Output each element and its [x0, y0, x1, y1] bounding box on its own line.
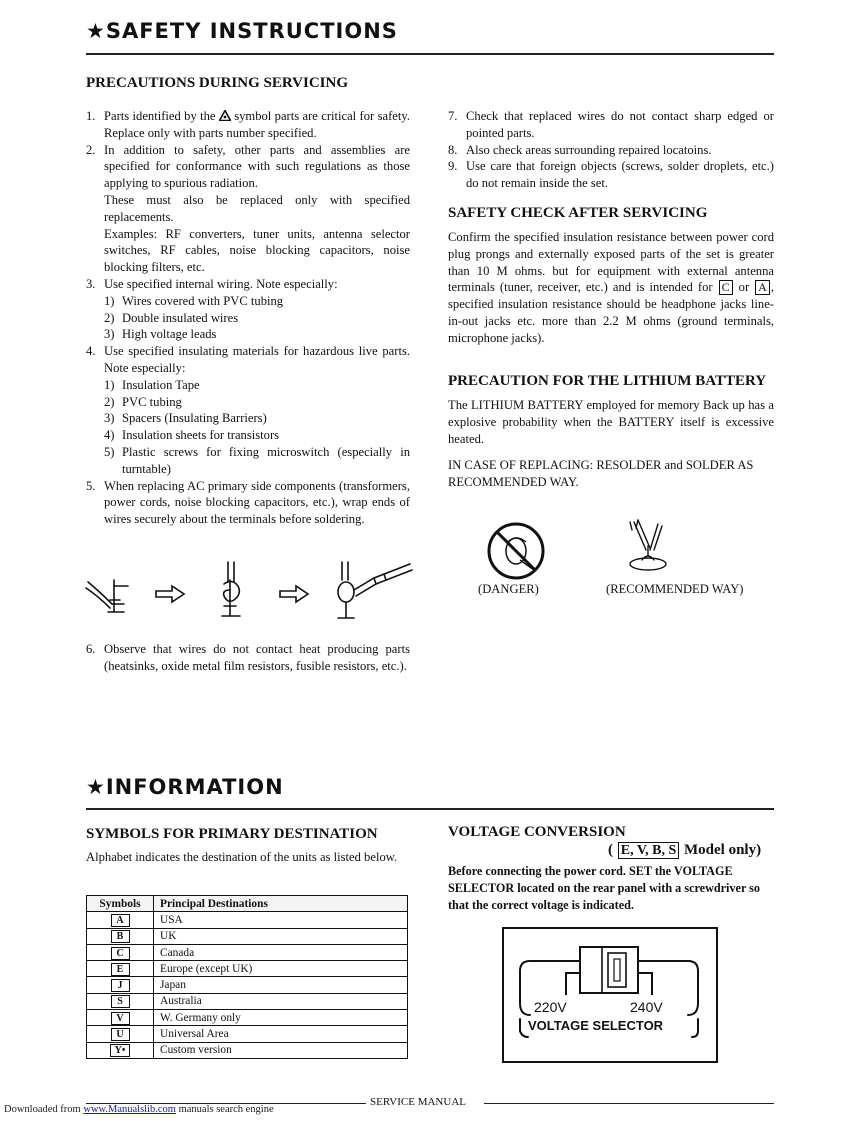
table-row — [87, 912, 408, 928]
destination-cell: USA — [154, 912, 408, 928]
symbol-badge: E — [111, 963, 130, 976]
warning-triangle-icon — [219, 110, 231, 121]
lithium-text-2: IN CASE OF REPLACING: RESOLDER and SOLDER AS RECOMMENDED WAY. — [448, 458, 754, 489]
precautions-list-left — [86, 108, 410, 528]
safety-check-text: Confirm the specified insulation resistance between power cord plug prongs and externally exposed parts of the set is greater than 10 M ohms. but for equipment with external antenna terminals (tuner, receiver, etc.) and is intended for C or A , specified insulation resistance should be headphone jacks line-in-out jacks etc. more than 2.2 M ohms (ground terminals, microphone jacks). — [448, 230, 774, 345]
precautions-heading: PRECAUTIONS DURING SERVICING — [86, 75, 349, 91]
voltage-models-box: E, V, B, S — [618, 842, 680, 859]
sub-item: 1) Insulation Tape — [104, 377, 200, 392]
symbol-badge: V — [111, 1012, 130, 1025]
selector-220-label: 220V — [534, 999, 567, 1015]
symbols-intro: Alphabet indicates the destination of the units as listed below. — [86, 850, 398, 864]
sub-item: 4) Insulation sheets for transistors — [104, 428, 280, 443]
table-header-row — [87, 896, 408, 912]
wire-wrapping-illustration — [84, 560, 414, 622]
destinations-table — [86, 895, 408, 1059]
destination-cell: Canada — [154, 944, 408, 960]
table-row — [87, 1010, 408, 1026]
symbol-badge: B — [111, 930, 130, 943]
sub-item: 2) PVC tubing — [104, 394, 182, 409]
safety-rule — [86, 53, 774, 55]
symbol-badge: J — [111, 979, 130, 992]
voltage-heading: VOLTAGE CONVERSION — [448, 824, 626, 840]
table-row — [87, 977, 408, 993]
danger-prohibition-icon — [484, 520, 548, 582]
danger-caption: (DANGER) — [478, 582, 539, 596]
list-item-9: 9. Use care that foreign objects (screws, solder droplets, etc.) do not remain inside the set. — [448, 159, 774, 191]
list-item-6: 6. Observe that wires do not contact heat producing parts (heatsinks, oxide metal film resistors, fusible resistors, etc.). — [86, 642, 410, 673]
recommended-caption: (RECOMMENDED WAY) — [606, 582, 744, 596]
footer-service-manual: SERVICE MANUAL — [370, 1096, 466, 1108]
footer-rule-right — [484, 1103, 774, 1104]
sub-item: 3) High voltage leads — [104, 327, 217, 342]
symbol-badge: S — [111, 995, 130, 1008]
destination-cell: Australia — [154, 993, 408, 1009]
col-header-symbols: Symbols — [87, 896, 154, 912]
sub-item: 1) Wires covered with PVC tubing — [104, 293, 284, 308]
precautions-list-right — [448, 108, 774, 192]
lithium-heading: PRECAUTION FOR THE LITHIUM BATTERY — [448, 373, 767, 389]
soldering-recommended-icon — [620, 516, 676, 578]
list-item-5: 5. When replacing AC primary side components (transformers, power cords, noise blocking capacitors, etc.), wrap ends of wires securely about the terminals before soldering. — [86, 478, 410, 527]
symbol-badge: U — [111, 1028, 130, 1041]
table-row — [87, 961, 408, 977]
safety-banner: ★SAFETY INSTRUCTIONS — [86, 19, 398, 43]
list-item-8: 8. Also check areas surrounding repaired locatoins. — [448, 142, 712, 157]
voltage-models: ( E, V, B, S Model only) — [608, 842, 762, 858]
table-row — [87, 1026, 408, 1042]
symbol-box-a: A — [755, 280, 770, 295]
list-item-2: 2. In addition to safety, other parts and assemblies are specified for conformance with such regulations as those applying to spurious radiation. These must also be replaced only with specified replacements. Examples: RF converters, tuner units, antenna selector switches, RF cables, noise blocking capacitors, noise blocking filters, etc. — [86, 142, 410, 275]
destination-cell: Custom version — [154, 1042, 408, 1058]
destination-cell: Universal Area — [154, 1026, 408, 1042]
download-credit: Downloaded from www.Manualslib.com manuals search engine — [4, 1104, 274, 1115]
sub-item: 5) Plastic screws for fixing microswitch (especially in turntable) — [104, 444, 410, 476]
list-item-1: 1. Parts identified by the symbol parts are critical for safety. Replace only with parts number specified. — [86, 109, 410, 140]
sub-item: 3) Spacers (Insulating Barriers) — [104, 411, 267, 426]
safety-check-heading: SAFETY CHECK AFTER SERVICING — [448, 205, 708, 221]
table-row — [87, 1042, 408, 1058]
list-item-7: 7. Check that replaced wires do not contact sharp edged or pointed parts. — [448, 109, 774, 140]
symbol-badge: A — [111, 914, 130, 927]
voltage-selector-diagram — [502, 927, 718, 1063]
list-item-4: 4. Use specified insulating materials for hazardous live parts. Note especially: 1) Insulation Tape 2) PVC tubing 3) Spacers (Insulating Barriers) 4) Insulation sheets for transistors 5) Plastic screws for fixing microswitch (especially in turntable) — [86, 344, 410, 476]
destination-cell: Japan — [154, 977, 408, 993]
table-row — [87, 993, 408, 1009]
selector-title: VOLTAGE SELECTOR — [528, 1018, 664, 1033]
lithium-text: The LITHIUM BATTERY employed for memory Back up has a explosive probability when the BATTERY itself is excessive heated. — [448, 398, 774, 446]
destination-cell: Europe (except UK) — [154, 961, 408, 977]
table-row — [87, 928, 408, 944]
symbol-box-c: C — [719, 280, 733, 295]
manualslib-link[interactable]: www.Manualslib.com — [83, 1104, 176, 1115]
selector-240-label: 240V — [630, 999, 663, 1015]
destination-cell: W. Germany only — [154, 1010, 408, 1026]
table-row — [87, 944, 408, 960]
information-banner: ★INFORMATION — [86, 775, 284, 799]
symbols-heading: SYMBOLS FOR PRIMARY DESTINATION — [86, 826, 378, 842]
symbol-badge: C — [111, 947, 130, 960]
symbol-badge: Y• — [110, 1044, 131, 1057]
sub-item: 2) Double insulated wires — [104, 310, 239, 325]
destination-cell: UK — [154, 928, 408, 944]
list-item-3: 3. Use specified internal wiring. Note especially: 1) Wires covered with PVC tubing 2) Double insulated wires 3) High voltage leads — [86, 276, 410, 343]
information-rule — [86, 808, 774, 810]
col-header-destinations: Principal Destinations — [154, 896, 408, 912]
voltage-text: Before connecting the power cord. SET the VOLTAGE SELECTOR located on the rear panel with a screwdriver so that the correct voltage is indicated. — [448, 864, 761, 912]
